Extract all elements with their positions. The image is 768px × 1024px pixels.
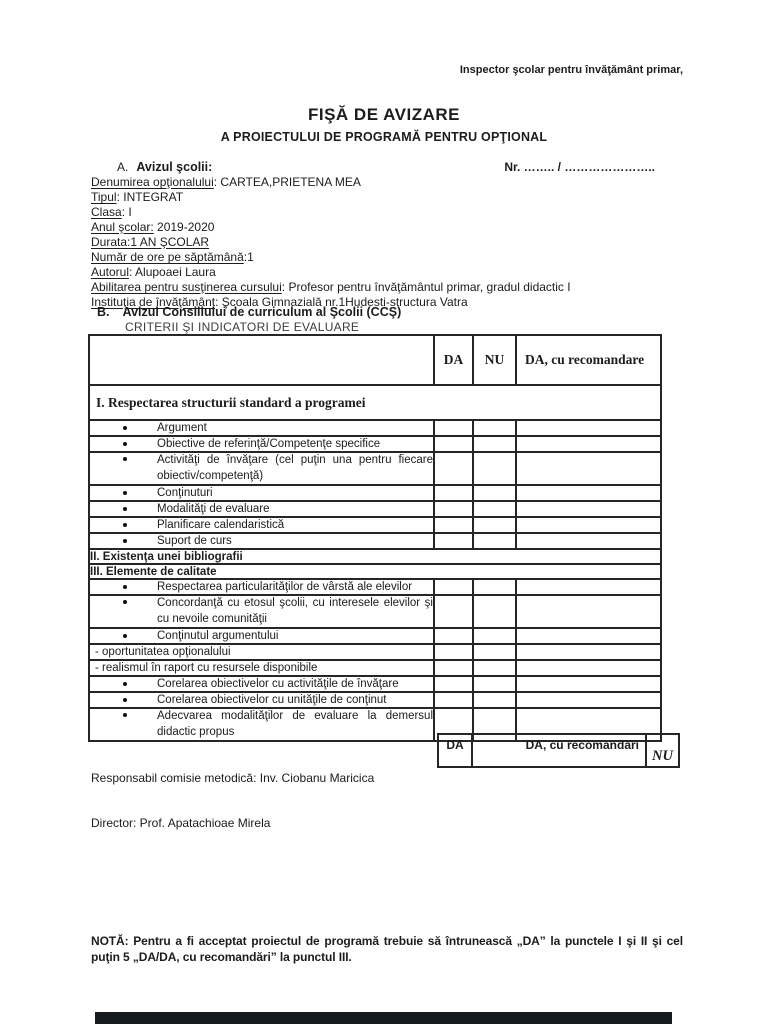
bullet-icon bbox=[123, 491, 127, 495]
da-cell bbox=[434, 644, 473, 660]
da-cell bbox=[434, 517, 473, 533]
criterion-text: Corelarea obiectivelor cu unităţile de conţinut bbox=[157, 694, 387, 706]
table-header-row bbox=[89, 335, 661, 385]
rec-cell bbox=[516, 579, 661, 595]
verdict-da-cell: DA bbox=[437, 733, 472, 768]
nu-cell bbox=[473, 517, 516, 533]
bullet-icon bbox=[123, 442, 127, 446]
section-1-title: I. Respectarea structurii standard a programei bbox=[89, 385, 661, 420]
field-value: : Alupoaei Laura bbox=[129, 265, 216, 279]
verdict-da-rec-cell: DA, cu recomandări bbox=[472, 733, 647, 768]
field-autorul bbox=[91, 265, 683, 280]
field-label: Autorul bbox=[91, 265, 130, 279]
registration-number-line: Nr. …….. / ………………….. bbox=[504, 160, 655, 174]
rec-cell bbox=[516, 628, 661, 644]
rec-cell bbox=[516, 676, 661, 692]
section-2-row bbox=[89, 549, 661, 564]
rec-cell bbox=[516, 692, 661, 708]
section-3-row bbox=[89, 564, 661, 579]
da-cell bbox=[434, 579, 473, 595]
table-row bbox=[89, 517, 661, 533]
field-value: :1 bbox=[243, 250, 254, 264]
field-value: : INTEGRAT bbox=[116, 190, 184, 204]
criteria-header-cell bbox=[89, 335, 434, 385]
table-row bbox=[89, 595, 661, 628]
field-tipul bbox=[91, 190, 683, 205]
da-cell bbox=[434, 452, 473, 485]
next-page-edge-bar bbox=[95, 1012, 672, 1024]
field-denumirea bbox=[91, 175, 683, 190]
nu-cell bbox=[473, 676, 516, 692]
rec-cell bbox=[516, 660, 661, 676]
bullet-icon bbox=[123, 698, 127, 702]
criterion-text: Modalităţi de evaluare bbox=[157, 503, 270, 515]
rec-cell bbox=[516, 452, 661, 485]
criterion-text: Concordanţă cu etosul şcolii, cu interesele elevilor şi cu nevoile comunităţii bbox=[157, 597, 433, 625]
verdict-nu-cell: NU bbox=[645, 733, 680, 768]
inspector-header: Inspector şcolar pentru învăţământ primar, bbox=[459, 64, 683, 76]
table-row bbox=[89, 579, 661, 595]
table-row bbox=[89, 644, 661, 660]
criterion-text: Obiective de referinţă/Competenţe specifice bbox=[157, 438, 381, 450]
rec-cell bbox=[516, 644, 661, 660]
rec-cell bbox=[516, 517, 661, 533]
nu-column-header: NU bbox=[473, 335, 516, 385]
section-a-marker: A. bbox=[117, 160, 129, 174]
table-row bbox=[89, 485, 661, 501]
bullet-icon bbox=[123, 713, 127, 717]
table-row bbox=[89, 501, 661, 517]
nu-cell bbox=[473, 436, 516, 452]
note-paragraph: NOTĂ: Pentru a fi acceptat proiectul de programă trebuie să întrunească „DA” la punctele I şi II şi cel puţin 5 „DA/DA, cu recomandări” la punctul III. bbox=[91, 934, 683, 964]
section-a-heading-line bbox=[91, 160, 683, 175]
da-cell bbox=[434, 692, 473, 708]
da-cell bbox=[434, 420, 473, 436]
da-column-header: DA bbox=[434, 335, 473, 385]
bullet-icon bbox=[123, 682, 127, 686]
nu-cell bbox=[473, 579, 516, 595]
bullet-icon bbox=[123, 634, 127, 638]
criterion-text: Suport de curs bbox=[157, 535, 232, 547]
table-row bbox=[89, 692, 661, 708]
field-value: : Profesor pentru învăţământul primar, gradul didactic I bbox=[281, 280, 571, 294]
verdict-row bbox=[437, 733, 680, 768]
criterion-text: Conţinutul argumentului bbox=[157, 630, 279, 642]
section-a bbox=[91, 160, 683, 310]
da-cell bbox=[434, 501, 473, 517]
field-label: Număr de ore pe săptămână bbox=[91, 250, 244, 264]
nu-cell bbox=[473, 420, 516, 436]
da-cell bbox=[434, 533, 473, 549]
table-row bbox=[89, 452, 661, 485]
field-value: 2019-2020 bbox=[153, 220, 215, 234]
section-b bbox=[91, 305, 683, 335]
bullet-icon bbox=[123, 600, 127, 604]
criterion-text: Adecvarea modalităţilor de evaluare la demersul didactic propus bbox=[157, 710, 433, 738]
bullet-icon bbox=[123, 523, 127, 527]
field-ore-saptamana bbox=[91, 250, 683, 265]
table-row bbox=[89, 628, 661, 644]
criterion-text: - realismul în raport cu resursele disponibile bbox=[95, 662, 318, 674]
evaluation-table bbox=[88, 334, 662, 742]
da-cell bbox=[434, 436, 473, 452]
nu-cell bbox=[473, 595, 516, 628]
rec-cell bbox=[516, 420, 661, 436]
page-title: FIŞĂ DE AVIZARE bbox=[307, 105, 460, 124]
field-label: Durata:1 AN ŞCOLAR bbox=[91, 235, 210, 249]
field-value: : I bbox=[121, 205, 132, 219]
da-cell bbox=[434, 595, 473, 628]
table-row bbox=[89, 676, 661, 692]
nu-cell bbox=[473, 660, 516, 676]
bullet-icon bbox=[123, 457, 127, 461]
da-cell bbox=[434, 676, 473, 692]
criterion-text: Planificare calendaristică bbox=[157, 519, 285, 531]
nu-cell bbox=[473, 485, 516, 501]
table-row bbox=[89, 533, 661, 549]
criterion-text: Conţinuturi bbox=[157, 487, 213, 499]
nu-cell bbox=[473, 644, 516, 660]
nu-cell bbox=[473, 628, 516, 644]
nu-cell bbox=[473, 692, 516, 708]
criterion-text: Activităţi de învăţare (cel puţin una pentru fiecare obiectiv/competenţă) bbox=[157, 454, 433, 482]
field-label: Denumirea opţionalului bbox=[91, 175, 214, 189]
field-durata bbox=[91, 235, 683, 250]
rec-cell bbox=[516, 485, 661, 501]
criteria-subheading: CRITERII ŞI INDICATORI DE EVALUARE bbox=[125, 320, 360, 334]
field-value: : Şcoala Gimnazială nr.1Hudesti-structura Vatra bbox=[215, 295, 468, 309]
criterion-text: Corelarea obiectivelor cu activităţile de învăţare bbox=[157, 678, 399, 690]
section-b-marker: B. bbox=[97, 305, 110, 319]
field-label: Anul şcolar: bbox=[91, 220, 154, 234]
rec-cell bbox=[516, 595, 661, 628]
table-row bbox=[89, 660, 661, 676]
field-label: Clasa bbox=[91, 205, 122, 219]
table-row bbox=[89, 436, 661, 452]
section-1-row bbox=[89, 385, 661, 420]
section-b-heading-line bbox=[91, 305, 683, 320]
bullet-icon bbox=[123, 426, 127, 430]
bullet-icon bbox=[123, 585, 127, 589]
da-cell bbox=[434, 485, 473, 501]
criterion-text: Respectarea particularităţilor de vârstă ale elevilor bbox=[157, 581, 413, 593]
bullet-icon bbox=[123, 539, 127, 543]
director-signature-line: Director: Prof. Apatachioae Mirela bbox=[91, 816, 271, 830]
field-anul-scolar bbox=[91, 220, 683, 235]
da-cell bbox=[434, 660, 473, 676]
page-subtitle: A PROIECTULUI DE PROGRAMĂ PENTRU OPŢIONAL bbox=[220, 130, 548, 144]
field-label: Tipul bbox=[91, 190, 117, 204]
rec-cell bbox=[516, 501, 661, 517]
bullet-icon bbox=[123, 507, 127, 511]
nu-cell bbox=[473, 452, 516, 485]
rec-cell bbox=[516, 436, 661, 452]
nu-cell bbox=[473, 533, 516, 549]
section-a-title: Avizul şcolii: bbox=[136, 160, 213, 174]
field-label: Abilitarea pentru susţinerea cursului bbox=[91, 280, 282, 294]
da-rec-column-header: DA, cu recomandare bbox=[516, 335, 661, 385]
section-2-title: II. Existenţa unei bibliografii bbox=[89, 549, 661, 564]
field-value: : CARTEA,PRIETENA MEA bbox=[213, 175, 361, 189]
responsible-signature-line: Responsabil comisie metodică: Inv. Ciobanu Maricica bbox=[91, 771, 375, 785]
field-clasa bbox=[91, 205, 683, 220]
criterion-text: Argument bbox=[157, 422, 207, 434]
da-cell bbox=[434, 628, 473, 644]
table-row bbox=[89, 420, 661, 436]
nu-cell bbox=[473, 501, 516, 517]
field-label: Instituţia de învăţământ bbox=[91, 295, 216, 309]
field-abilitarea bbox=[91, 280, 683, 295]
criterion-text: - oportunitatea opţionalului bbox=[95, 646, 231, 658]
rec-cell bbox=[516, 533, 661, 549]
section-b-title: Avizul Consiliului de curriculum al Şcolii (CCŞ) bbox=[122, 305, 402, 319]
section-3-title: III. Elemente de calitate bbox=[89, 564, 661, 579]
